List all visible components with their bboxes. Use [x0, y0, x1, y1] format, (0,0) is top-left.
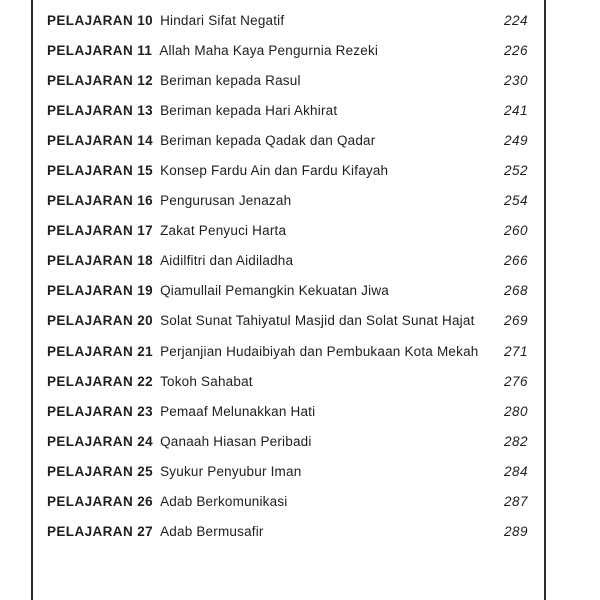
lesson-title: Konsep Fardu Ain dan Fardu Kifayah	[160, 163, 389, 179]
toc-entry	[47, 283, 389, 298]
page-number: 271	[503, 343, 528, 359]
lesson-label: PELAJARAN 19	[47, 283, 154, 299]
lesson-label: PELAJARAN 26	[47, 494, 154, 510]
page-number: 241	[503, 102, 528, 118]
toc-entry	[47, 13, 284, 28]
toc-row	[47, 216, 528, 246]
toc-entry	[47, 313, 475, 328]
lesson-title: Zakat Penyuci Harta	[160, 223, 287, 239]
page-number: 269	[503, 313, 528, 329]
toc-row	[47, 125, 528, 155]
toc-entry	[47, 133, 375, 148]
page-number: 254	[503, 193, 528, 209]
lesson-label: PELAJARAN 25	[47, 463, 154, 479]
toc-row	[47, 35, 528, 65]
lesson-label: PELAJARAN 14	[47, 132, 154, 148]
lesson-title: Adab Berkomunikasi	[160, 494, 288, 510]
lesson-title: Beriman kepada Qadak dan Qadar	[160, 132, 376, 148]
lesson-label: PELAJARAN 10	[47, 12, 154, 28]
toc-entry	[47, 163, 388, 178]
toc-entry	[47, 434, 312, 449]
toc-entry	[47, 223, 286, 238]
lesson-title: Qanaah Hiasan Peribadi	[160, 433, 312, 449]
toc-entry	[47, 344, 478, 359]
toc-row	[47, 65, 528, 95]
lesson-title: Adab Bermusafir	[160, 524, 264, 540]
lesson-title: Syukur Penyubur Iman	[160, 463, 302, 479]
lesson-title: Hindari Sifat Negatif	[160, 12, 285, 28]
page-number: 266	[503, 253, 528, 269]
lesson-title: Pemaaf Melunakkan Hati	[160, 403, 316, 419]
toc-entry	[47, 494, 288, 509]
page-number: 280	[503, 403, 528, 419]
toc-row	[47, 95, 528, 125]
toc-row	[47, 456, 528, 486]
toc-row	[47, 487, 528, 517]
page-border-right	[544, 0, 546, 600]
lesson-title: Qiamullail Pemangkin Kekuatan Jiwa	[160, 283, 389, 299]
lesson-title: Allah Maha Kaya Pengurnia Rezeki	[159, 42, 379, 58]
lesson-label: PELAJARAN 13	[47, 102, 154, 118]
page-number: 226	[503, 42, 528, 58]
toc-entry	[47, 464, 301, 479]
page-number: 224	[503, 12, 528, 28]
page-number: 284	[503, 463, 528, 479]
page-number: 289	[503, 524, 528, 540]
page-border-left	[31, 0, 33, 600]
page-number: 252	[503, 163, 528, 179]
toc-row	[47, 5, 528, 35]
lesson-label: PELAJARAN 27	[47, 524, 154, 540]
toc-row	[47, 426, 528, 456]
lesson-label: PELAJARAN 23	[47, 403, 154, 419]
lesson-label: PELAJARAN 17	[47, 223, 154, 239]
toc-row	[47, 246, 528, 276]
lesson-title: Aidilfitri dan Aidiladha	[160, 253, 294, 269]
lesson-label: PELAJARAN 20	[47, 313, 154, 329]
toc-row	[47, 155, 528, 185]
lesson-title: Perjanjian Hudaibiyah dan Pembukaan Kota Mekah	[160, 343, 479, 359]
page-number: 268	[503, 283, 528, 299]
lesson-title: Beriman kepada Hari Akhirat	[160, 102, 338, 118]
lesson-title: Solat Sunat Tahiyatul Masjid dan Solat Sunat Hajat	[160, 313, 475, 329]
page-number: 230	[503, 72, 528, 88]
toc-row	[47, 336, 528, 366]
toc-row	[47, 366, 528, 396]
page-number: 249	[503, 132, 528, 148]
lesson-label: PELAJARAN 21	[47, 343, 154, 359]
toc-entry	[47, 43, 378, 58]
toc-row	[47, 276, 528, 306]
lesson-title: Pengurusan Jenazah	[160, 193, 292, 209]
page-number: 260	[503, 223, 528, 239]
lesson-label: PELAJARAN 11	[47, 42, 153, 58]
toc-entry	[47, 253, 293, 268]
toc-entry	[47, 103, 337, 118]
toc-entry	[47, 404, 315, 419]
toc-entry	[47, 524, 264, 539]
lesson-label: PELAJARAN 18	[47, 253, 154, 269]
lesson-title: Tokoh Sahabat	[160, 373, 253, 389]
lesson-label: PELAJARAN 24	[47, 433, 154, 449]
toc-row	[47, 306, 528, 336]
toc-entry	[47, 193, 291, 208]
lesson-label: PELAJARAN 16	[47, 193, 154, 209]
toc-list	[47, 5, 528, 547]
lesson-label: PELAJARAN 12	[47, 72, 154, 88]
toc-row	[47, 396, 528, 426]
lesson-title: Beriman kepada Rasul	[160, 72, 301, 88]
toc-entry	[47, 374, 253, 389]
toc-row	[47, 186, 528, 216]
page-number: 276	[503, 373, 528, 389]
page-number: 282	[503, 433, 528, 449]
lesson-label: PELAJARAN 15	[47, 163, 154, 179]
page-number: 287	[503, 494, 528, 510]
toc-row	[47, 517, 528, 547]
lesson-label: PELAJARAN 22	[47, 373, 154, 389]
toc-entry	[47, 73, 301, 88]
